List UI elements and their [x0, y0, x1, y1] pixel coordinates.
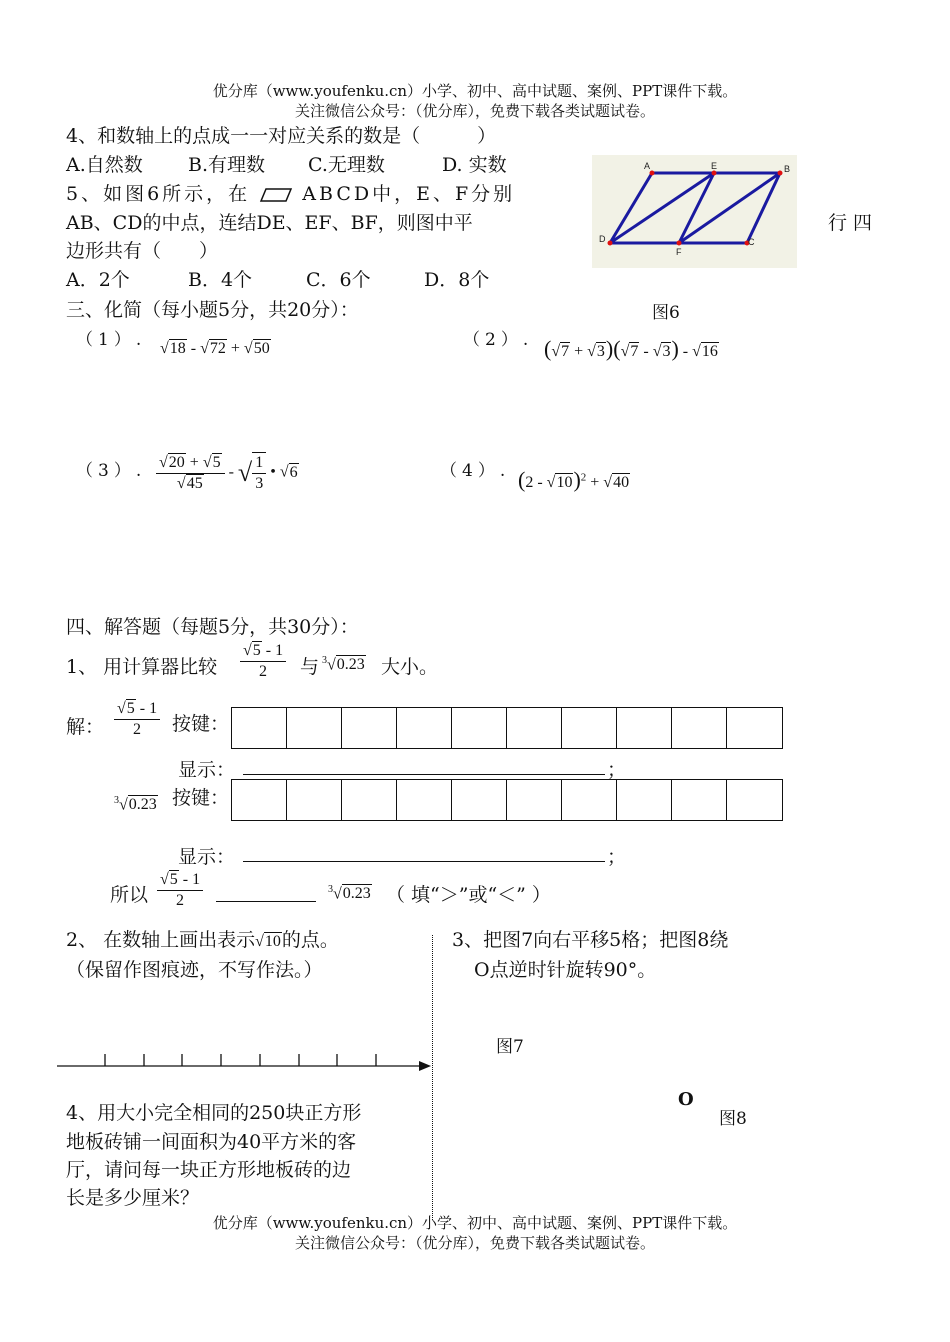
q5-line3: 边形共有（ ） [66, 240, 219, 262]
key-cell[interactable] [452, 780, 507, 820]
key-cell[interactable] [562, 780, 617, 820]
keys-label-2: 按键： [172, 787, 230, 809]
so-label: 所以 [110, 884, 149, 906]
q3-line1: 3、把图7向右平移5格；把图8绕 [452, 929, 729, 951]
radicand-40: 40 [613, 474, 630, 491]
label-f: F [676, 247, 682, 257]
radicand-16: 16 [701, 343, 718, 360]
key-cell[interactable] [617, 708, 672, 748]
point-a [650, 171, 655, 176]
denominator-3: 3 [255, 475, 264, 492]
comparison-blank[interactable] [216, 901, 316, 902]
key-cell[interactable] [232, 780, 287, 820]
radicand-3b: 3 [662, 343, 671, 360]
q4-word-problem-line3: 厅，请问每一块正方形地板砖的边 [66, 1159, 352, 1181]
radicand-0-23: 0.23 [342, 885, 371, 903]
op-dot: • [270, 463, 276, 481]
point-d [608, 241, 613, 246]
radicand-3a: 3 [596, 343, 605, 360]
q4-option-a: A.自然数 [66, 154, 143, 176]
radicand-20: 20 [168, 453, 185, 471]
figure-8-caption: 图8 [719, 1109, 747, 1129]
display-label-1: 显示： [178, 759, 236, 781]
q5-option-b: B．4个 [188, 269, 253, 291]
q5-line1-b: ABCD中，E、F分别 [302, 183, 516, 205]
key-cell[interactable] [727, 780, 782, 820]
key-cell[interactable] [232, 708, 287, 748]
q1-cube-root: $^3$√0.23 [322, 655, 365, 674]
q5-line2-tail: 行四 [828, 212, 879, 234]
radicand-45: 45 [186, 474, 203, 492]
q5-option-d: D．8个 [424, 269, 490, 291]
q4-option-b: B.有理数 [188, 154, 266, 176]
op-plus: + [189, 453, 199, 471]
radicand-0-23: 0.23 [336, 656, 365, 674]
key-cell[interactable] [342, 780, 397, 820]
key-cell[interactable] [507, 708, 562, 748]
section-3-title: 三、化简（每小题5分，共20分）： [66, 299, 359, 321]
numerator-1: 1 [252, 453, 266, 474]
problem-3-expression: $\frac{√20 + √5}{√45}$ - √ $\frac{1}{3}$ • √6 [156, 452, 299, 494]
op-minus: - [190, 340, 197, 357]
radicand-72: 72 [209, 340, 226, 357]
key-cell[interactable] [727, 708, 782, 748]
problem-1-label: （1）. [76, 330, 147, 350]
q2-stem: 2、 在数轴上画出表示√10的点。 [66, 929, 339, 951]
radicand-10: 10 [264, 933, 281, 950]
point-b [778, 171, 783, 176]
problem-4-expression: (2 - √10)$^2$ + √40 [518, 467, 630, 492]
radicand-6: 6 [289, 463, 298, 481]
solution-cube-root: $^3$√0.23 [114, 795, 157, 814]
so-fraction: $\frac{√5 - 1}{2}$ [157, 870, 203, 911]
radicand-18: 18 [169, 340, 186, 357]
q4-option-d: D. 实数 [442, 154, 507, 176]
q3-line2: O点逆时针旋转90°。 [474, 959, 657, 981]
op-minus: - [228, 463, 234, 481]
key-cell[interactable] [672, 708, 727, 748]
key-cell[interactable] [397, 708, 452, 748]
key-cell[interactable] [507, 780, 562, 820]
fill-hint: （ 填“＞”或“＜” ） [386, 884, 551, 906]
so-cube-root: $^3$√0.23 [328, 884, 371, 903]
q4-stem: 4、和数轴上的点成一一对应关系的数是（ ） [66, 125, 497, 147]
sqrt-one-third [252, 452, 266, 494]
site-header-line1: 优分库（www.youfenku.cn）小学、初中、高中试题、案例、PPT课件下载。 [212, 82, 738, 100]
key-cell[interactable] [672, 780, 727, 820]
q1-stem-c: 大小。 [381, 656, 439, 678]
exponent-2: 2 [580, 471, 587, 484]
semicolon-2: ； [607, 846, 627, 868]
denominator-2: 2 [176, 892, 185, 909]
op-minus: - [537, 474, 543, 491]
label-c: C [748, 237, 755, 247]
problem-2-label: （2）. [463, 330, 534, 350]
radicand-5: 5 [126, 700, 135, 717]
key-cell[interactable] [397, 780, 452, 820]
radicand-7a: 7 [561, 343, 570, 360]
q5-option-c: C．6个 [306, 269, 371, 291]
op-minus-2: - [682, 343, 689, 360]
figure-6-caption: 图6 [652, 303, 680, 323]
column-divider [432, 935, 433, 1220]
label-e: E [711, 161, 718, 171]
key-cell[interactable] [617, 780, 672, 820]
q4-word-problem-line4: 长是多少厘米？ [66, 1187, 200, 1209]
point-o-label: O [678, 1089, 694, 1110]
q5-line1-a: 5、如图6所示，在 [66, 183, 251, 205]
key-cell[interactable] [342, 708, 397, 748]
q2-stem-a: 2、 在数轴上画出表示 [66, 929, 256, 951]
semicolon-1: ； [607, 759, 627, 781]
label-d: D [599, 234, 606, 244]
radicand-0-23: 0.23 [128, 796, 157, 814]
site-footer-line1: 优分库（www.youfenku.cn）小学、初中、高中试题、案例、PPT课件下载。 [212, 1214, 738, 1232]
solution-fraction: $\frac{√5 - 1}{2}$ [114, 699, 160, 740]
minus-one: - 1 [265, 642, 284, 659]
key-cell[interactable] [452, 708, 507, 748]
radicand-5: 5 [252, 642, 261, 659]
key-cell[interactable] [562, 708, 617, 748]
label-b: B [784, 164, 791, 174]
radicand-10: 10 [556, 474, 573, 491]
radicand-5: 5 [169, 871, 178, 888]
cube-index: 3 [114, 795, 119, 806]
point-e [712, 171, 717, 176]
q1-stem-a: 1、 用计算器比较 [66, 656, 218, 678]
section-4-title: 四、解答题（每题5分，共30分）： [66, 616, 359, 638]
op-minus: - [643, 343, 649, 360]
cube-index: 3 [322, 655, 327, 666]
q5-option-a: A．2个 [66, 269, 130, 291]
denominator-2: 2 [259, 663, 268, 680]
q2-stem-b: 的点。 [281, 929, 339, 951]
problem-1-expression: √18 - √72 + √50 [160, 340, 270, 357]
site-footer-line2: 关注微信公众号：（优分库），免费下载各类试题试卷。 [294, 1234, 655, 1252]
minus-one: - 1 [182, 871, 201, 888]
display-answer-line-2[interactable] [243, 861, 605, 862]
display-answer-line-1[interactable] [243, 774, 605, 775]
radicand-5: 5 [212, 453, 221, 471]
arrow-right-icon [419, 1061, 431, 1071]
q4-option-c: C.无理数 [308, 154, 385, 176]
q5-line1 [66, 179, 515, 206]
denominator-2: 2 [133, 721, 142, 738]
problem-2-expression: (√7 + √3)(√7 - √3) - √16 [544, 336, 718, 361]
problem-3-fraction: $\frac{√20 + √5}{√45}$ [156, 453, 225, 494]
site-header-line2: 关注微信公众号：（优分库），免费下载各类试题试卷。 [294, 102, 655, 120]
solution-label: 解： [66, 716, 105, 738]
key-cell[interactable] [287, 780, 342, 820]
label-a: A [644, 161, 651, 171]
radicand-50: 50 [253, 340, 270, 357]
q1-stem-b: 与 [300, 656, 320, 678]
cube-index: 3 [328, 884, 333, 895]
key-grid-1[interactable] [231, 707, 783, 749]
op-plus: + [590, 474, 600, 491]
q5-line2: AB、CD的中点，连结DE、EF、BF，则图中平 [66, 212, 473, 234]
problem-4-label: （4）. [440, 461, 511, 481]
radicand-7b: 7 [630, 343, 639, 360]
value-2: 2 [525, 474, 534, 491]
minus-one: - 1 [139, 700, 158, 717]
key-cell[interactable] [287, 708, 342, 748]
keys-label-1: 按键： [172, 713, 230, 735]
display-label-2: 显示： [178, 846, 236, 868]
figure-6-parallelogram [592, 155, 797, 268]
q4-word-problem-line1: 4、用大小完全相同的250块正方形 [66, 1102, 362, 1124]
q2-note: （保留作图痕迹，不写作法。） [66, 959, 323, 981]
q4-word-problem-line2: 地板砖铺一间面积为40平方米的客 [66, 1131, 357, 1153]
op-plus: + [574, 343, 584, 360]
op-plus: + [230, 340, 240, 357]
q1-fraction: $\frac{√5 - 1}{2}$ [240, 641, 286, 682]
point-f [677, 241, 682, 246]
figure-7-caption: 图7 [496, 1037, 524, 1057]
key-grid-2[interactable] [231, 779, 783, 821]
problem-3-label: （3）. [76, 461, 147, 481]
number-line[interactable] [55, 1050, 435, 1080]
parallelogram-icon [259, 187, 293, 203]
